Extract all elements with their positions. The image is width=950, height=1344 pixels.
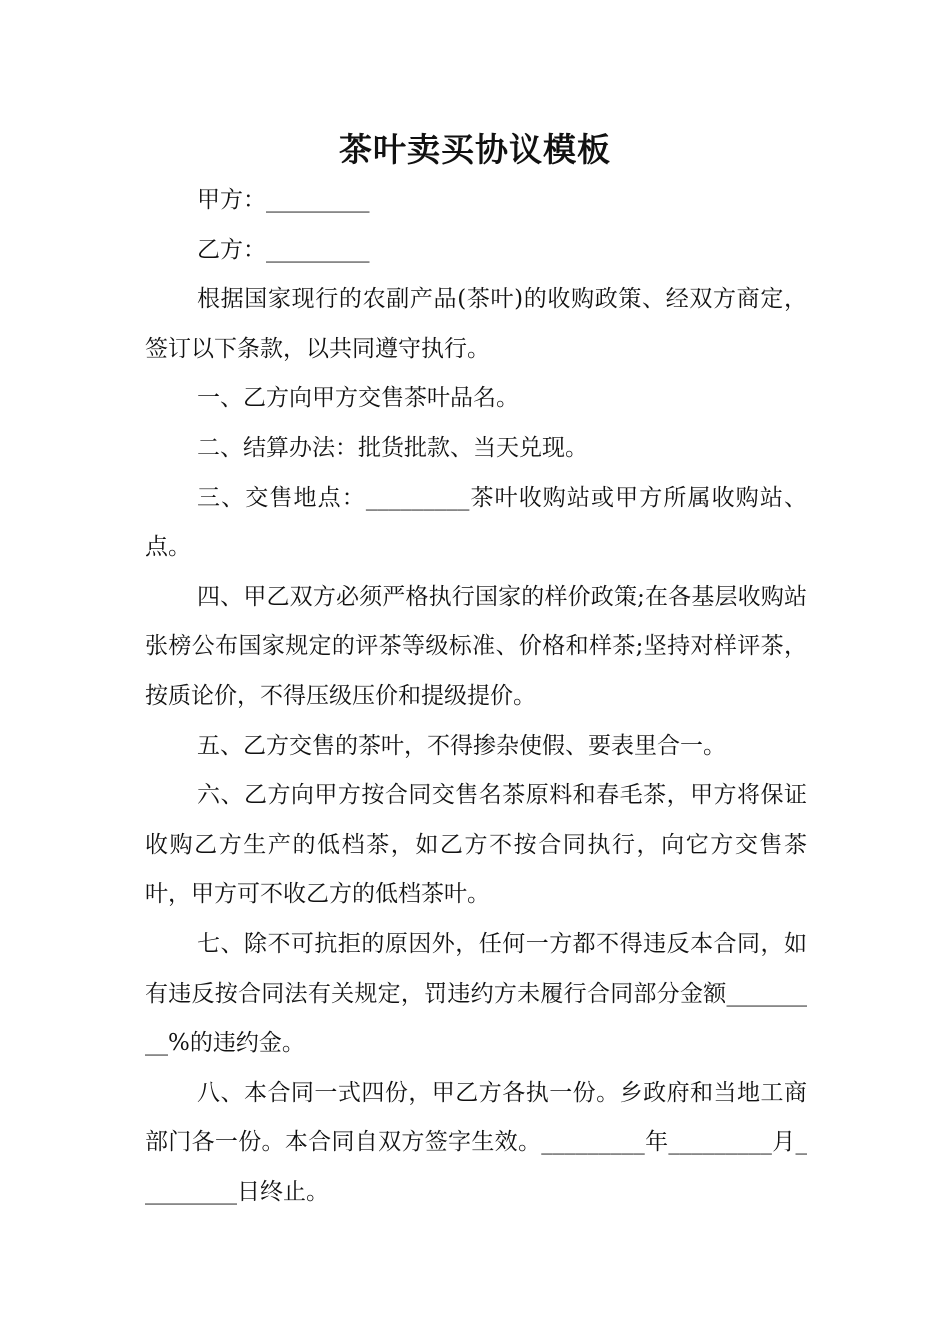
document-title: 茶叶卖买协议模板 [339,130,611,169]
document-body [145,176,807,1217]
clause-4: 四、甲乙双方必须严格执行国家的样价政策;在各基层收购站张榜公布国家规定的评茶等级标准、价格和样茶;坚持对样评茶，按质论价，不得压级压价和提级提价。 [145,583,807,709]
clause-7: 七、除不可抗拒的原因外，任何一方都不得违反本合同，如有违反按合同法有关规定，罚违约方未履行合同部分金额_________%的违约金。 [145,930,807,1057]
preamble-paragraph: 根据国家现行的农副产品(茶叶)的收购政策、经双方商定，签订以下条款，以共同遵守执行。 [145,286,807,362]
clause-8: 八、本合同一式四份，甲乙方各执一份。乡政府和当地工商部门各一份。本合同自双方签字生效。_________年_________月_________日终止。 [145,1079,807,1205]
clause-6: 六、乙方向甲方按合同交售名茶原料和春毛茶，甲方将保证收购乙方生产的低档茶，如乙方不按合同执行，向它方交售茶叶，甲方可不收乙方的低档茶叶。 [145,782,807,908]
clause-2: 二、结算办法：批货批款、当天兑现。 [197,434,588,461]
clause-5: 五、乙方交售的茶叶，不得掺杂使假、要表里合一。 [197,732,726,759]
clause-1: 一、乙方向甲方交售茶叶品名。 [197,385,519,412]
clause-3: 三、交售地点：_________茶叶收购站或甲方所属收购站、点。 [145,484,807,561]
party-a-line: 甲方：_________ [197,187,370,213]
party-b-line: 乙方：_________ [197,236,370,263]
